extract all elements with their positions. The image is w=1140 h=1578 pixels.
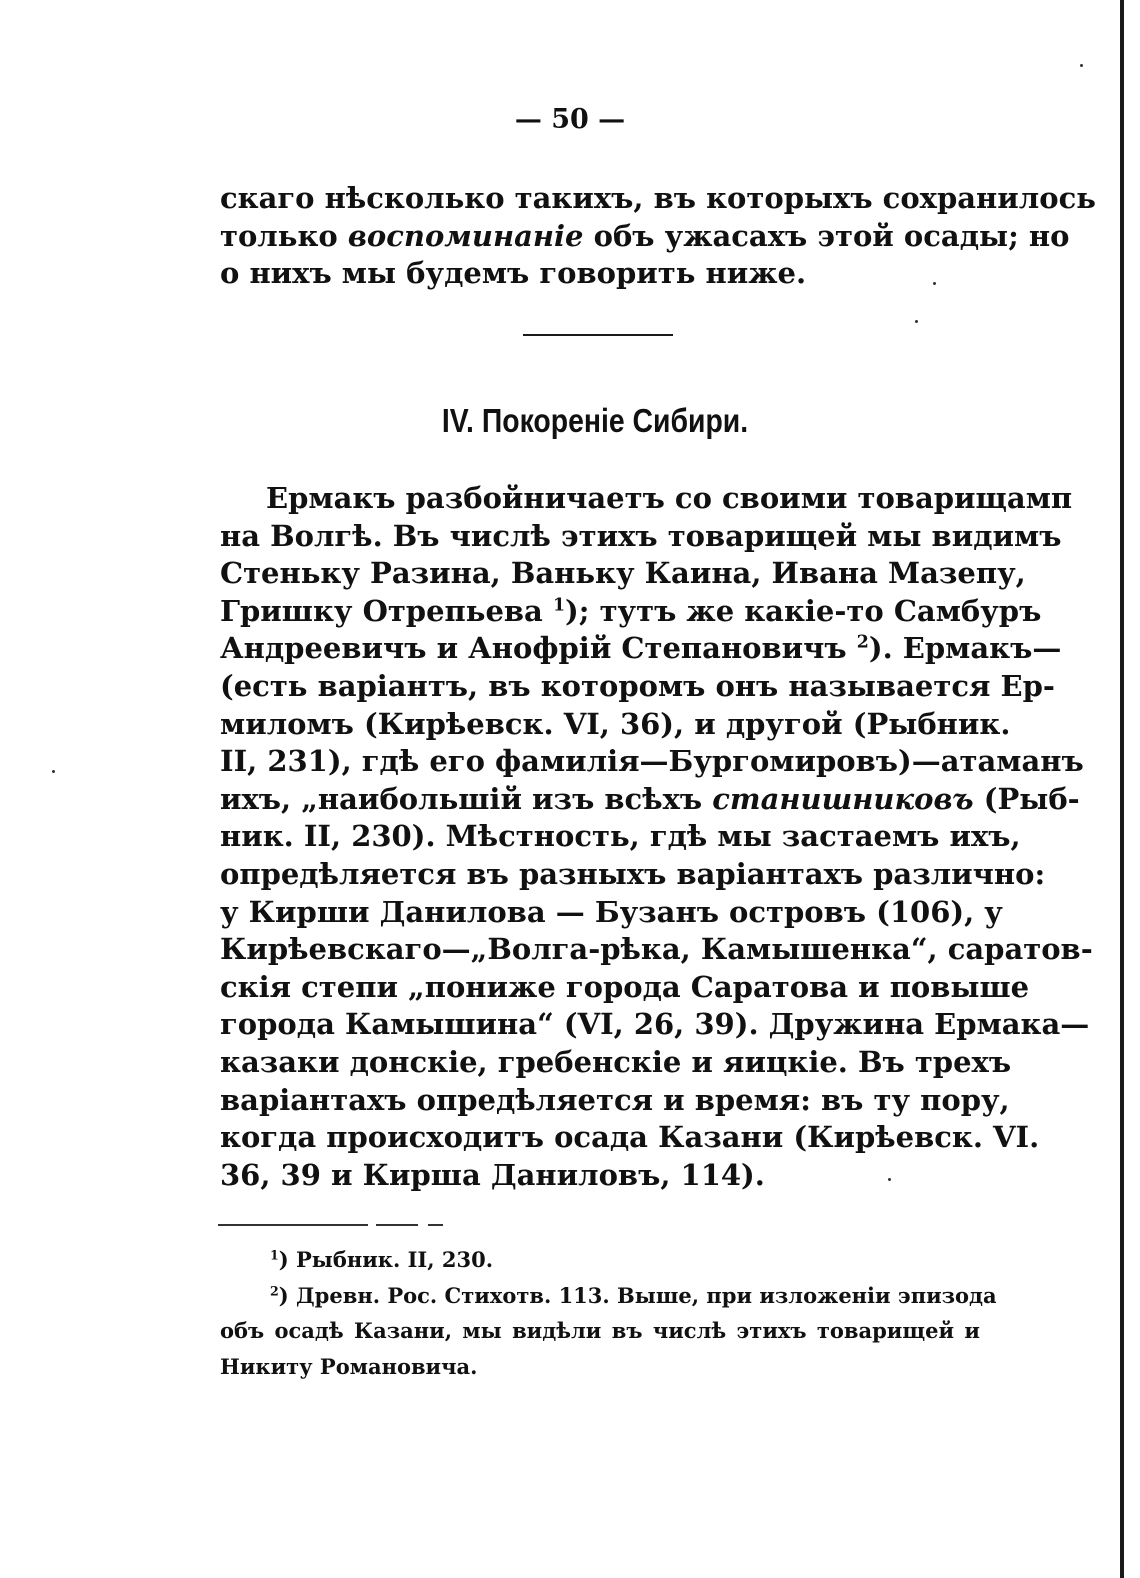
- footnotes: [220, 1242, 997, 1384]
- scan-speck: [915, 320, 918, 323]
- footnote-2-line: Никиту Романовича.: [220, 1353, 478, 1379]
- footnote-rule: [218, 1224, 443, 1226]
- text-run: только: [220, 218, 348, 253]
- section-divider: [523, 334, 673, 336]
- section-heading: IV. Покореніе Сибири.: [441, 402, 749, 439]
- footnote-text: ) Рыбник. II, 230.: [278, 1247, 494, 1272]
- page-number: — 50 —: [514, 104, 626, 135]
- italic-term: воспоминаніе: [347, 218, 584, 253]
- footnote-ref: 2: [856, 632, 869, 653]
- text-line: II, 231), гдѣ его фамилія—Бургомировъ)—атаманъ: [220, 744, 1084, 779]
- italic-term: станишниковъ: [712, 781, 974, 816]
- text-line: у Кирши Данилова — Бузанъ островъ (106), у: [220, 894, 1003, 929]
- footnote-mark: 2: [270, 1282, 279, 1298]
- text-line: варіантахъ опредѣляется и время: въ ту пору,: [220, 1082, 1010, 1117]
- text-line: [220, 218, 1070, 256]
- text-line: когда происходитъ осада Казани (Кирѣевск. VI.: [220, 1120, 1040, 1155]
- footnote-1: [220, 1242, 980, 1278]
- footnote-mark: 1: [270, 1247, 279, 1263]
- text-line: города Камышина“ (VI, 26, 39). Дружина Ермака—: [220, 1007, 1090, 1042]
- text-line: [220, 781, 1080, 819]
- text-line: [220, 630, 1062, 668]
- text-line: о нихъ мы будемъ говорить ниже.: [220, 256, 807, 291]
- text-line: Стеньку Разина, Ваньку Каина, Ивана Мазепу,: [220, 556, 1026, 591]
- text-line: Кирѣевскаго—„Волга-рѣка, Камышенка“, саратов-: [220, 932, 1093, 967]
- scan-speck: [888, 1178, 891, 1181]
- scan-speck: [52, 770, 55, 773]
- footnote-2-line: объ осадѣ Казани, мы видѣли въ числѣ этихъ товарищей и: [220, 1318, 980, 1343]
- text-line: 36, 39 и Кирша Даниловъ, 114).: [220, 1157, 765, 1192]
- text-line: казаки донскіе, гребенскіе и яицкіе. Въ трехъ: [220, 1044, 1012, 1079]
- text-line: ник. II, 230). Мѣстность, гдѣ мы застаемъ ихъ,: [220, 819, 1021, 854]
- text-line: миломъ (Кирѣевск. VI, 36), и другой (Рыбник.: [220, 706, 1011, 741]
- page-edge-shadow: [1120, 0, 1124, 1578]
- text-run: (Рыб-: [973, 781, 1080, 816]
- text-run: объ ужасахъ этой осады; но: [583, 218, 1070, 253]
- text-run: ); тутъ же какіе-то Самбуръ: [565, 593, 1042, 628]
- text-line: Ермакъ разбойничаетъ со своими товарищамп: [266, 481, 1073, 515]
- text-run: Гришку Отрепьева: [220, 593, 553, 628]
- text-line: [220, 593, 1042, 631]
- scan-speck: [933, 282, 936, 285]
- scan-speck: [1080, 64, 1083, 67]
- text-line: (есть варіантъ, въ которомъ онъ называется Ер-: [220, 668, 1055, 703]
- text-run: Андреевичъ и Анофрій Степановичъ: [220, 631, 857, 666]
- footnote-2: [220, 1278, 997, 1314]
- text-line: на Волгѣ. Въ числѣ этихъ товарищей мы видимъ: [220, 518, 1062, 553]
- footnote-ref: 1: [552, 595, 566, 616]
- footnote-text: ) Древн. Рос. Стихотв. 113. Выше, при изложеніи эпизода: [278, 1282, 997, 1308]
- main-paragraph: [220, 480, 1093, 1194]
- text-run: ихъ, „наибольшій изъ всѣхъ: [220, 781, 713, 816]
- text-line: опредѣляется въ разныхъ варіантахъ различно:: [220, 856, 1046, 891]
- text-line: скаго нѣсколько такихъ, въ которыхъ сохранилось: [220, 181, 1096, 215]
- text-line: скія степи „пониже города Саратова и повыше: [220, 969, 1030, 1004]
- continued-paragraph: [220, 180, 1096, 293]
- text-run: ). Ермакъ—: [868, 631, 1062, 666]
